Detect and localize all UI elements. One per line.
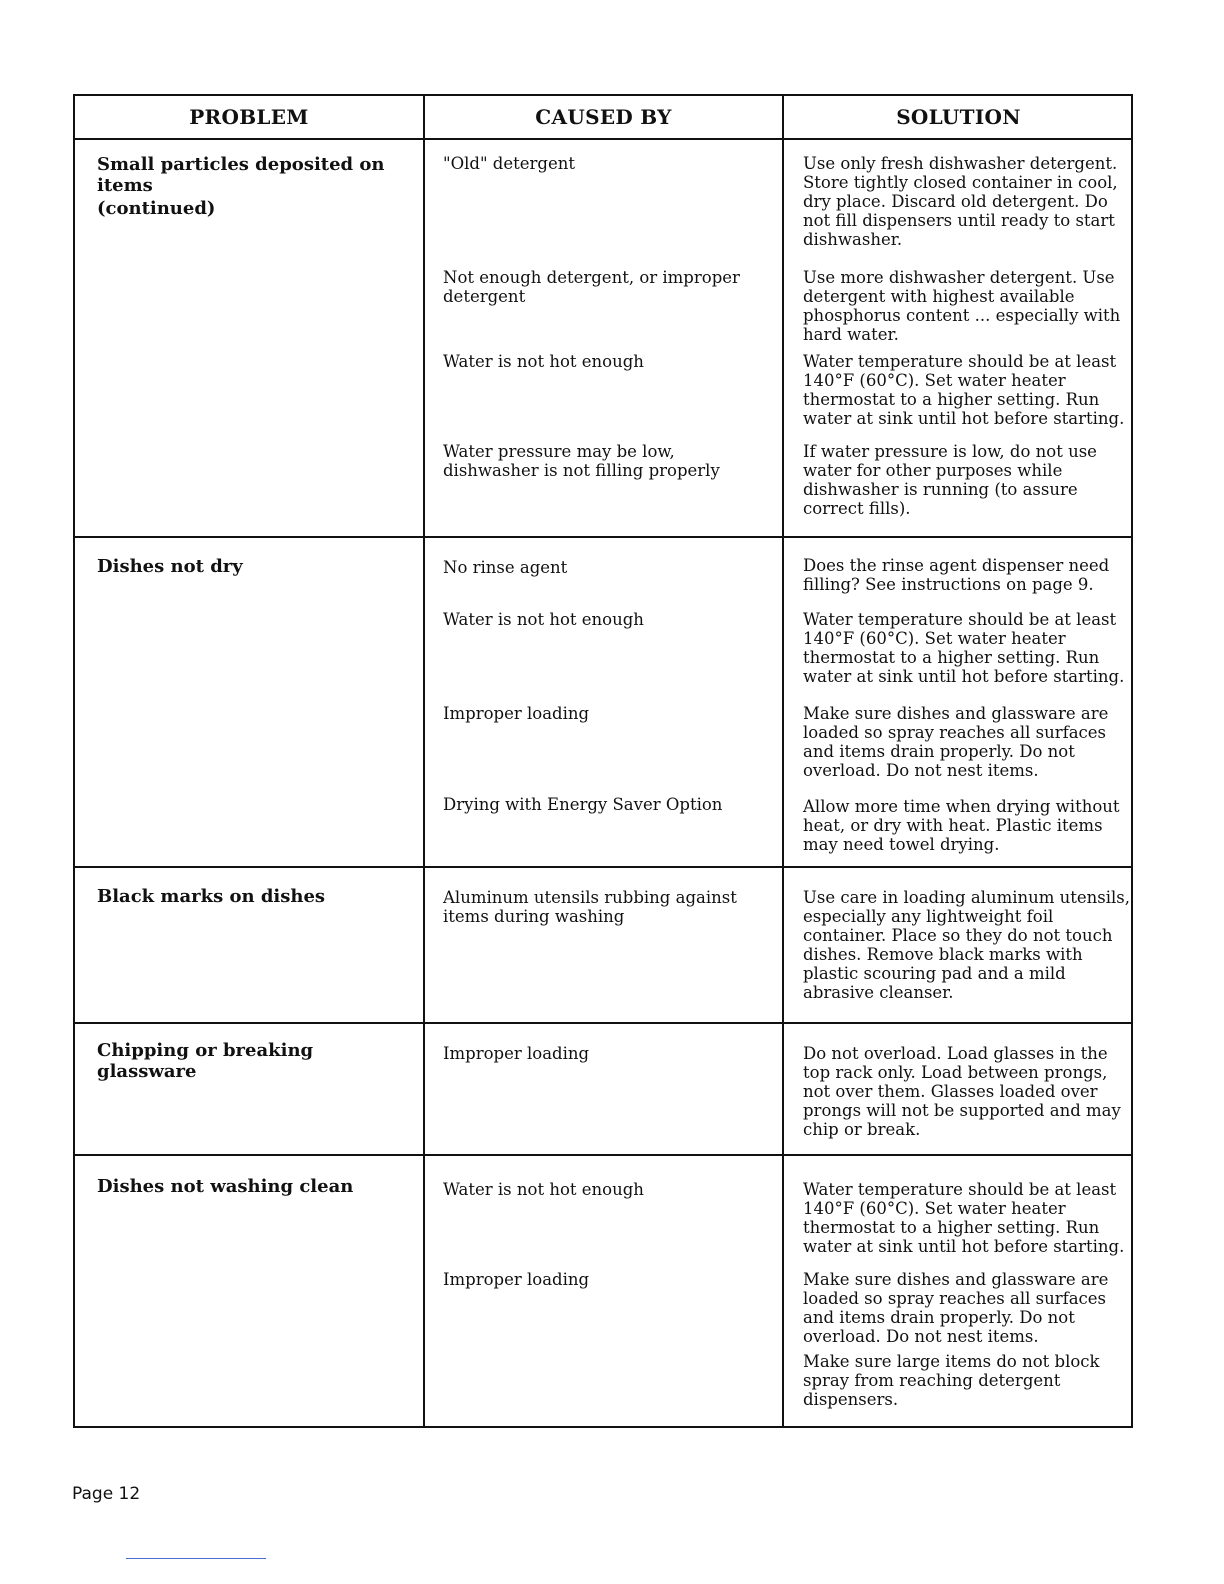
solution-text: Water temperature should be at least 140°F (60°C). Set water heater thermostat to a higher setting. Run water at sink until hot before starting. xyxy=(803,352,1125,428)
troubleshooting-table xyxy=(73,94,1133,1428)
problem-not-washing-clean: Dishes not washing clean xyxy=(97,1176,354,1197)
cause-text: Improper loading xyxy=(443,1044,590,1063)
page-number: Page 12 xyxy=(72,1484,141,1504)
column-divider xyxy=(782,96,784,1426)
problem-chipping-glassware: Chipping or breaking glassware xyxy=(97,1040,314,1082)
row-divider xyxy=(75,1022,1131,1024)
cause-text: Improper loading xyxy=(443,1270,590,1289)
problem-black-marks: Black marks on dishes xyxy=(97,886,326,907)
solution-text: Water temperature should be at least 140°F (60°C). Set water heater thermostat to a higher setting. Run water at sink until hot before starting. xyxy=(803,610,1125,686)
solution-text: Make sure large items do not block spray from reaching detergent dispensers. xyxy=(803,1352,1100,1409)
cause-text: Water is not hot enough xyxy=(443,352,644,371)
cause-text: No rinse agent xyxy=(443,558,568,577)
row-divider xyxy=(75,536,1131,538)
cause-text: Water is not hot enough xyxy=(443,1180,644,1199)
cause-text: Aluminum utensils rubbing against items during washing xyxy=(443,888,737,926)
cause-text: Water pressure may be low, dishwasher is not filling properly xyxy=(443,442,720,480)
solution-text: Make sure dishes and glassware are loaded so spray reaches all surfaces and items drain properly. Do not overload. Do not nest items. xyxy=(803,704,1109,780)
row-divider xyxy=(75,866,1131,868)
header-caused-by: CAUSED BY xyxy=(535,105,672,129)
solution-text: Use more dishwasher detergent. Use detergent with highest available phosphorus content ... especially with hard water. xyxy=(803,268,1121,344)
cause-text: Water is not hot enough xyxy=(443,610,644,629)
header-solution: SOLUTION xyxy=(896,105,1021,129)
problem-dishes-not-dry: Dishes not dry xyxy=(97,556,243,577)
header-problem: PROBLEM xyxy=(189,105,309,129)
cause-text: Drying with Energy Saver Option xyxy=(443,795,723,814)
cause-text: "Old" detergent xyxy=(443,154,575,173)
solution-text: If water pressure is low, do not use water for other purposes while dishwasher is running (to assure correct fills). xyxy=(803,442,1097,518)
footer-rule xyxy=(126,1558,266,1559)
solution-text: Does the rinse agent dispenser need filling? See instructions on page 9. xyxy=(803,556,1110,594)
solution-text: Water temperature should be at least 140°F (60°C). Set water heater thermostat to a higher setting. Run water at sink until hot before starting. xyxy=(803,1180,1125,1256)
solution-text: Use only fresh dishwasher detergent. Store tightly closed container in cool, dry place. Discard old detergent. Do not fill dispensers until ready to start dishwasher. xyxy=(803,154,1118,249)
solution-text: Make sure dishes and glassware are loaded so spray reaches all surfaces and items drain properly. Do not overload. Do not nest items. xyxy=(803,1270,1109,1346)
problem-small-particles: Small particles deposited on items (continued) xyxy=(97,154,385,219)
column-divider xyxy=(423,96,425,1426)
solution-text: Allow more time when drying without heat, or dry with heat. Plastic items may need towel drying. xyxy=(803,797,1120,854)
row-divider xyxy=(75,1154,1131,1156)
cause-text: Not enough detergent, or improper detergent xyxy=(443,268,740,306)
solution-text: Use care in loading aluminum utensils, especially any lightweight foil container. Place so they do not touch dishes. Remove black marks with plastic scouring pad and a mild abrasive cleanser. xyxy=(803,888,1131,1002)
header-divider xyxy=(75,138,1131,140)
cause-text: Improper loading xyxy=(443,704,590,723)
solution-text: Do not overload. Load glasses in the top rack only. Load between prongs, not over them. Glasses loaded over prongs will not be supported and may chip or break. xyxy=(803,1044,1121,1139)
